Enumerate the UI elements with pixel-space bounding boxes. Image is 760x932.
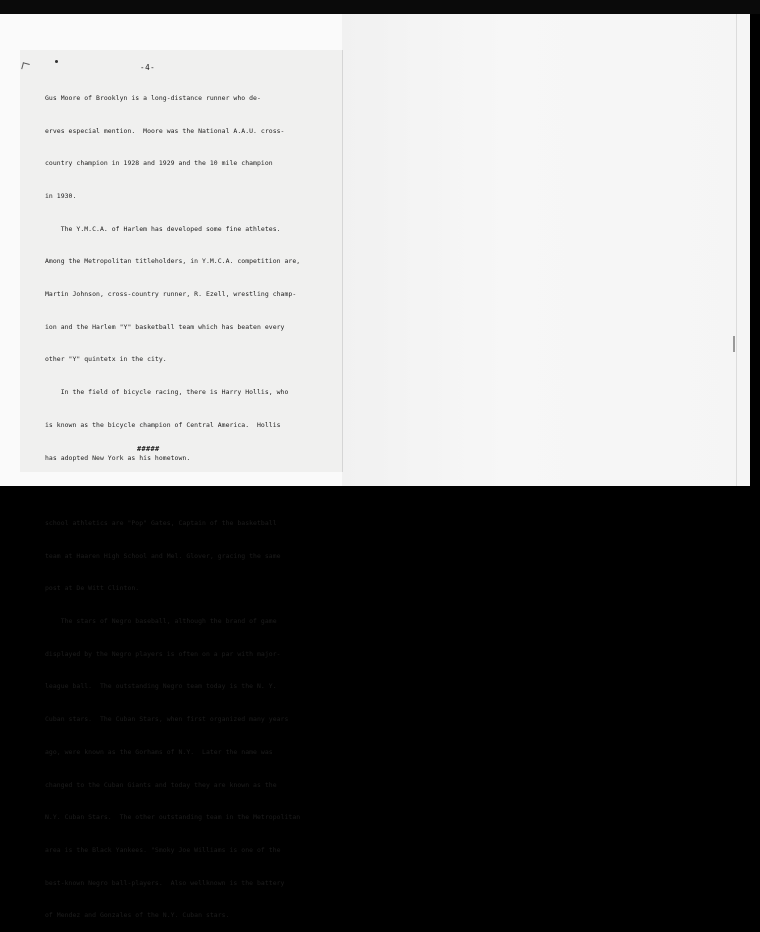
text-line: ion and the Harlem "Y" basketball team which has beaten every bbox=[45, 322, 285, 331]
text-line: league ball. The outstanding Negro team today is the N. Y. bbox=[45, 682, 277, 691]
scan-bottom-edge bbox=[0, 486, 760, 499]
scan-facing-page bbox=[342, 14, 750, 486]
text-line: country champion in 1928 and 1929 and the 10 mile champion bbox=[45, 159, 273, 168]
scan-gutter-line bbox=[736, 14, 737, 486]
text-line: in 1930. bbox=[45, 191, 77, 200]
text-line: other "Y" quintetx in the city. bbox=[45, 355, 167, 364]
text-line: team at Haaren High School and Mel. Glover, gracing the same bbox=[45, 551, 281, 560]
page-number: -4- bbox=[140, 63, 156, 72]
text-line: of Mendez and Gonzales of the N.Y. Cuban stars. bbox=[45, 911, 230, 920]
text-line: Among the Metropolitan titleholders, in Y.M.C.A. competition are, bbox=[45, 257, 301, 266]
text-line: best-known Negro ball-players. Also wellknown is the battery bbox=[45, 878, 285, 887]
text-line: school athletics are "Pop" Gates, Captain of the basketball bbox=[45, 518, 277, 527]
scan-binding-mark bbox=[733, 336, 735, 352]
end-of-section-marks: ##### bbox=[137, 445, 160, 453]
text-line: area is the Black Yankees. "Smoky Joe Williams is one of the bbox=[45, 845, 281, 854]
text-line: The stars of Negro baseball, although the brand of game bbox=[45, 617, 277, 626]
text-line: Martin Johnson, cross-country runner, R. Ezell, wrestling champ- bbox=[45, 290, 297, 299]
text-line: displayed by the Negro players is often on a par with major- bbox=[45, 649, 281, 658]
text-line: has adopted New York as his hometown. bbox=[45, 453, 191, 462]
text-line: Cuban stars. The Cuban Stars, when first organized many years bbox=[45, 715, 289, 724]
text-line: post at De Witt Clinton. bbox=[45, 584, 140, 593]
text-line: erves especial mention. Moore was the National A.A.U. cross- bbox=[45, 126, 285, 135]
pencil-dot-mark bbox=[55, 60, 58, 63]
typewritten-body bbox=[45, 71, 335, 932]
text-line: The Y.M.C.A. of Harlem has developed some fine athletes. bbox=[45, 224, 281, 233]
text-line: N.Y. Cuban Stars. The other outstanding team in the Metropolitan bbox=[45, 813, 301, 822]
text-line: Gus Moore of Brooklyn is a long-distance runner who de- bbox=[45, 93, 261, 102]
text-line: ago, were known as the Gorhams of N.Y. Later the name was bbox=[45, 747, 273, 756]
text-line: is known as the bicycle champion of Central America. Hollis bbox=[45, 420, 281, 429]
text-line: In the field of bicycle racing, there is Harry Hollis, who bbox=[45, 388, 289, 397]
scan-top-edge bbox=[0, 0, 760, 14]
text-line: changed to the Cuban Giants and today they are known as the bbox=[45, 780, 277, 789]
